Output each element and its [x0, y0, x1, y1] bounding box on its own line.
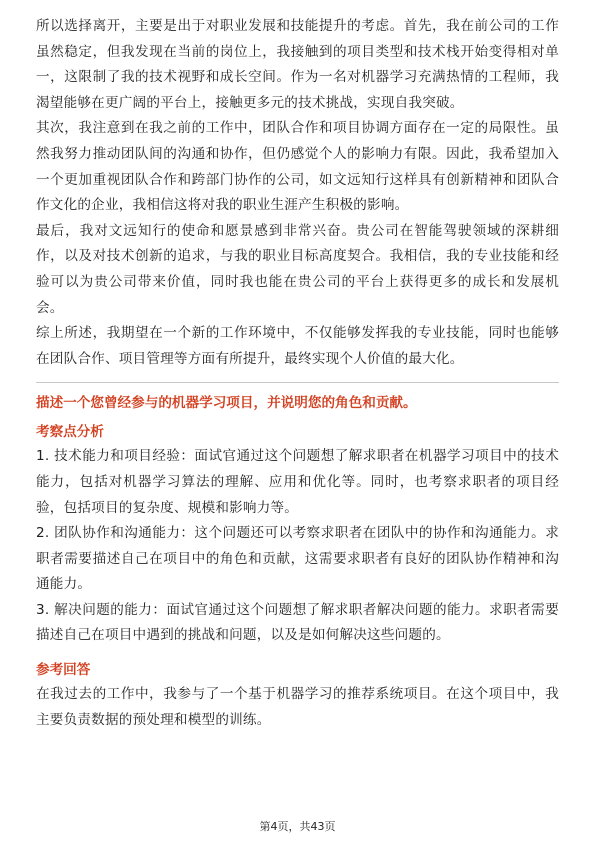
reference-answer-title: 参考回答 — [36, 662, 91, 679]
analysis-point-2: 2. 团队协作和沟通能力：这个问题还可以考察求职者在团队中的协作和沟通能力。求职者需要描述自己在项目中的角色和贡献，这需要求职者有良好的团队协作精神和沟通能力。 — [36, 525, 559, 593]
document-body — [36, 14, 559, 733]
page-footer: 第4页，共43页 — [259, 820, 336, 833]
analysis-point-3: 3. 解决问题的能力：面试官通过这个问题想了解求职者解决问题的能力。求职者需要描述自己在项目中遇到的挑战和问题，以及是如何解决这些问题的。 — [36, 601, 559, 644]
intro-paragraph-1: 所以选择离开，主要是出于对职业发展和技能提升的考虑。首先，我在前公司的工作虽然稳定，但我发现在当前的岗位上，我接触到的项目类型和技术栈开始变得相对单一，这限制了我的技术视野和成长空间。作为一名对机器学习充满热情的工程师，我渴望能够在更广阔的平台上，接触更多元的技术挑战，实现自我突破。 — [36, 18, 559, 111]
section-divider — [36, 382, 559, 383]
interview-question: 描述一个您曾经参与的机器学习项目，并说明您的角色和贡献。 — [36, 395, 417, 412]
analysis-title: 考察点分析 — [36, 424, 104, 441]
reference-answer-text: 在我过去的工作中，我参与了一个基于机器学习的推荐系统项目。在这个项目中，我主要负责数据的预处理和模型的训练。 — [36, 686, 559, 728]
intro-paragraph-3: 最后，我对文远知行的使命和愿景感到非常兴奋。贵公司在智能驾驶领域的深耕细作，以及对技术创新的追求，与我的职业目标高度契合。我相信，我的专业技能和经验可以为贵公司带来价值，同时我也能在贵公司的平台上获得更多的成长和发展机会。 — [36, 222, 559, 316]
intro-paragraph-4: 综上所述，我期望在一个新的工作环境中，不仅能够发挥我的专业技能，同时也能够在团队合作、项目管理等方面有所提升，最终实现个人价值的最大化。 — [36, 325, 559, 367]
intro-paragraph-2: 其次，我注意到在我之前的工作中，团队合作和项目协调方面存在一定的局限性。虽然我努力推动团队间的沟通和协作，但仍感觉个人的影响力有限。因此，我希望加入一个更加重视团队合作和跨部门协作的公司，如文远知行这样具有创新精神和团队合作文化的企业，我相信这将对我的职业生涯产生积极的影响。 — [36, 120, 559, 214]
analysis-point-1: 1. 技术能力和项目经验：面试官通过这个问题想了解求职者在机器学习项目中的技术能力，包括对机器学习算法的理解、应用和优化等。同时，也考察求职者的项目经验，包括项目的复杂度、规模和影响力等。 — [36, 448, 559, 516]
